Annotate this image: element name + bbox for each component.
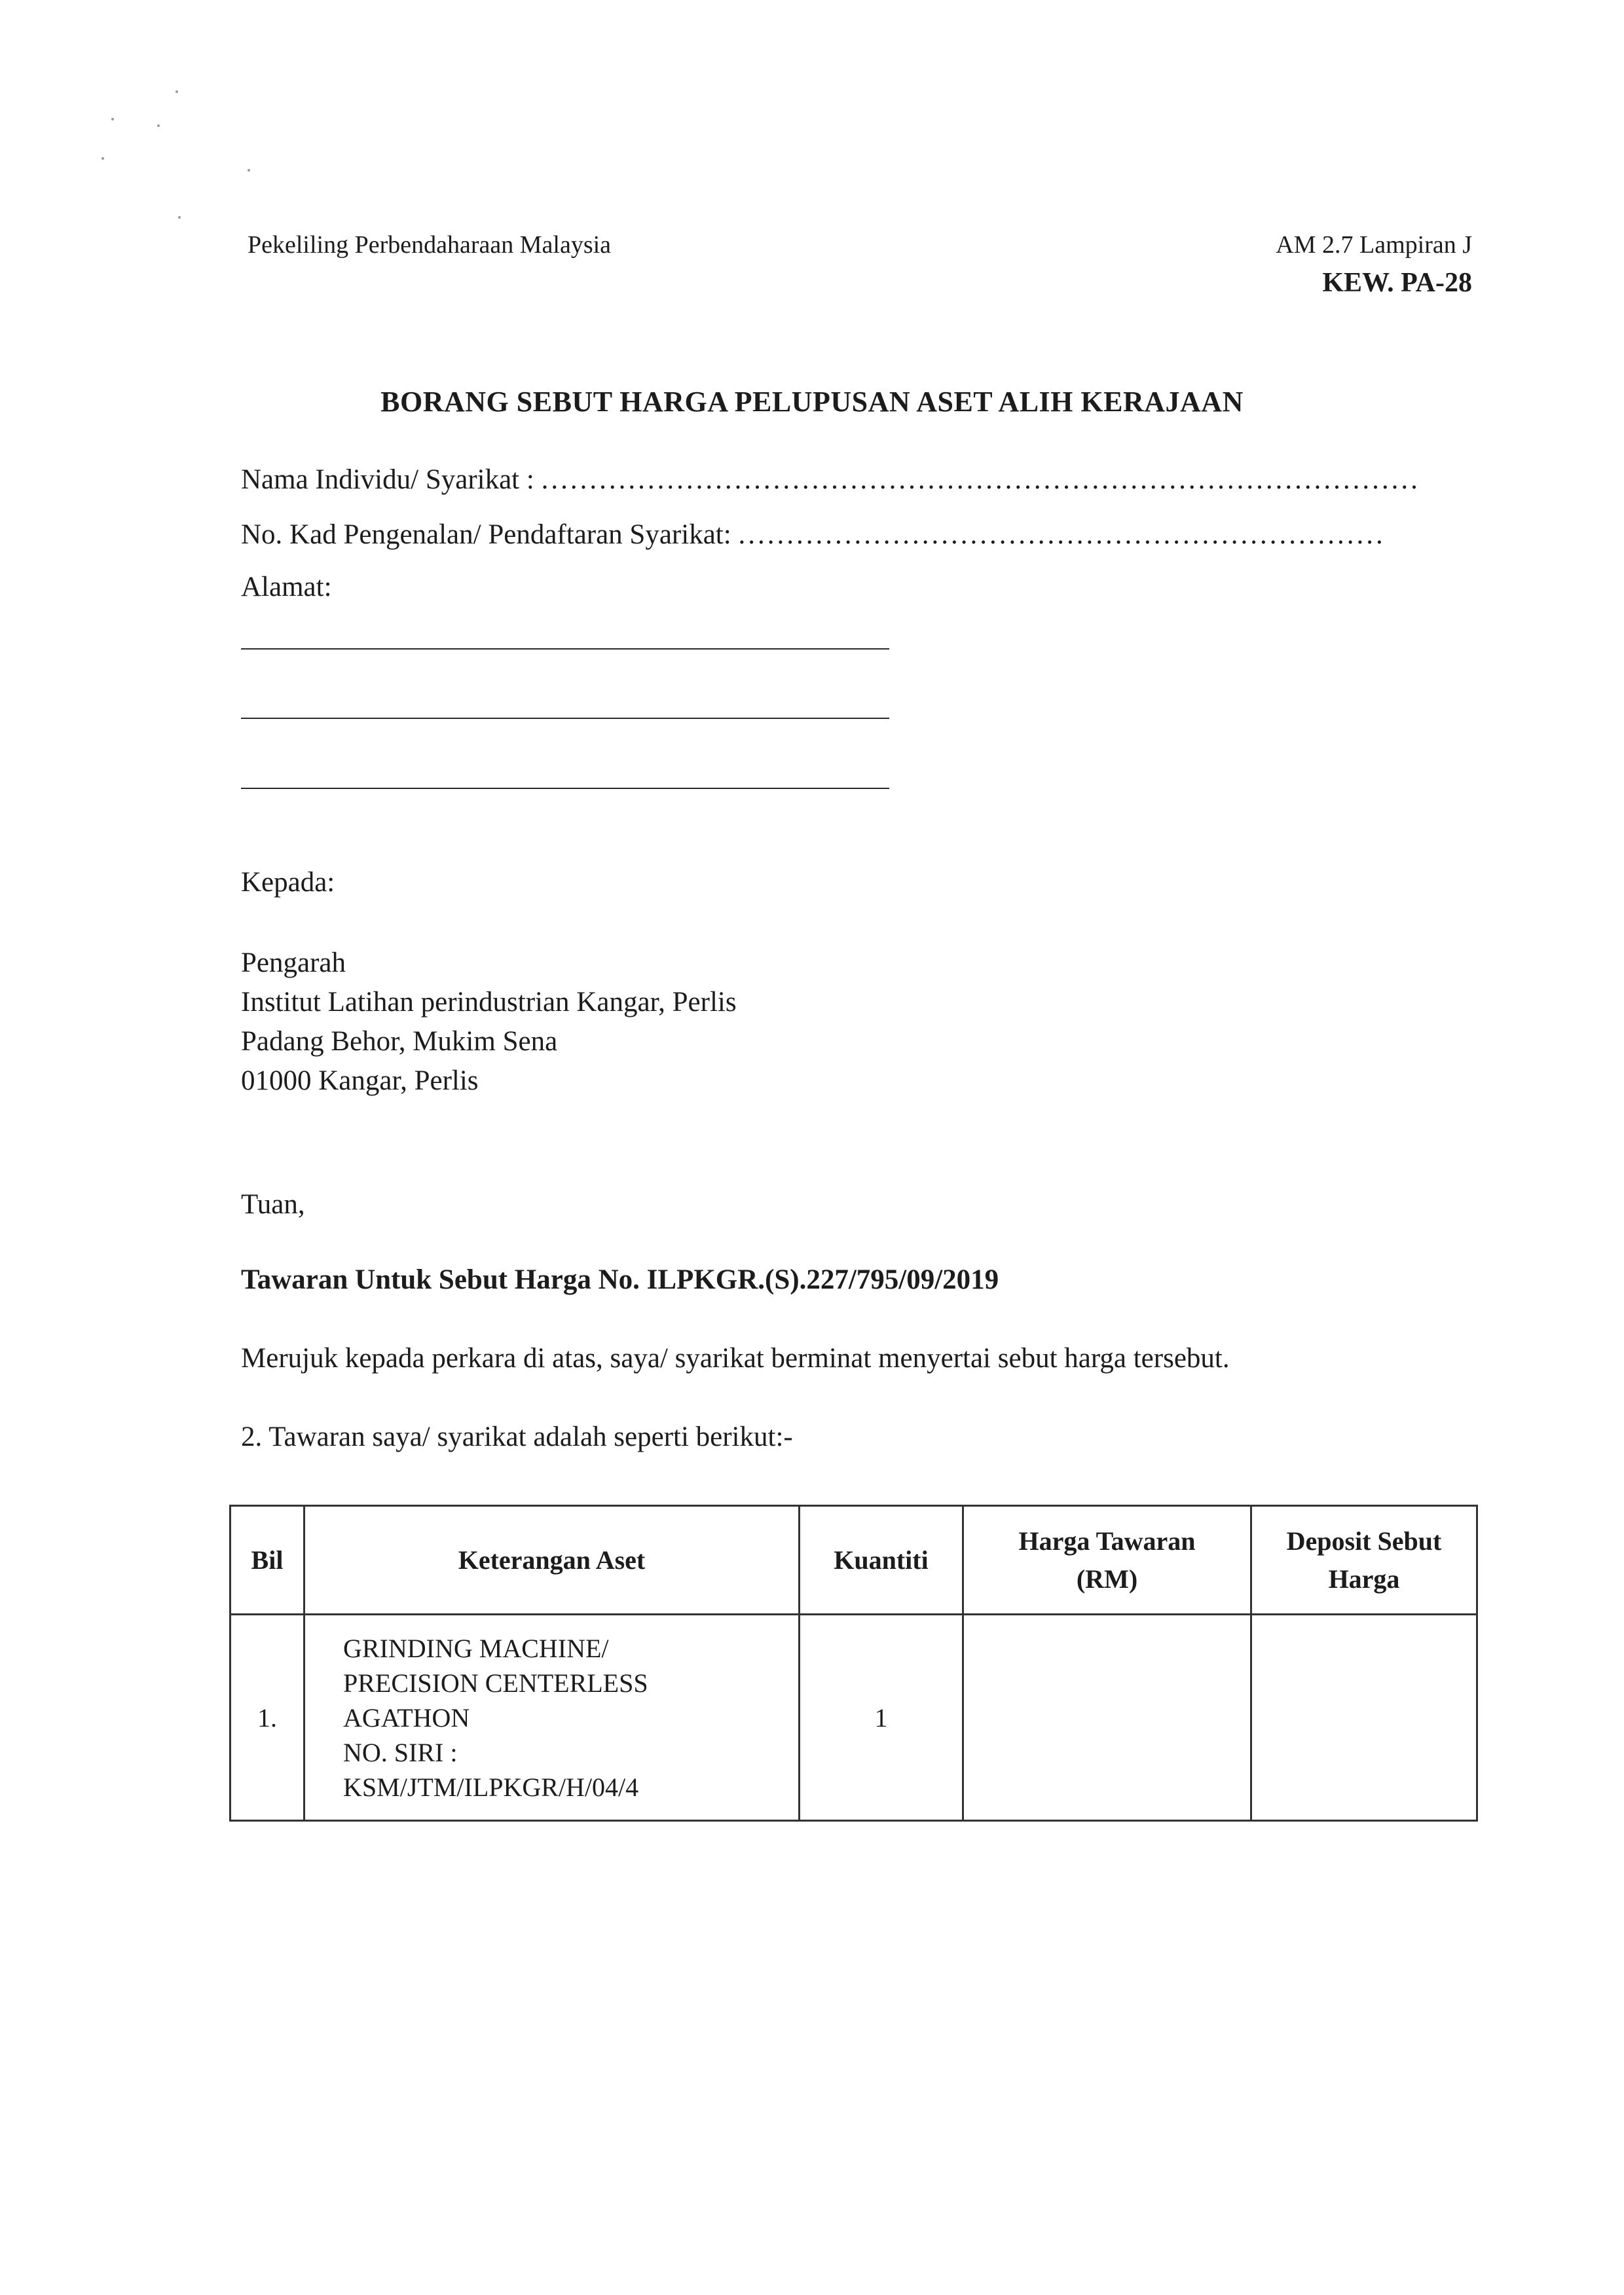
recipient-line-1: Pengarah (241, 947, 346, 978)
address-line-2[interactable] (241, 718, 889, 719)
header-offer-price-line1: Harga Tawaran (1018, 1526, 1196, 1556)
id-field-label: No. Kad Pengenalan/ Pendaftaran Syarikat: (241, 519, 731, 550)
row-offer-price-input[interactable] (963, 1615, 1251, 1821)
document-title: BORANG SEBUT HARGA PELUPUSAN ASET ALIH KERAJAAN (380, 386, 1244, 418)
appendix-reference: AM 2.7 Lampiran J (1276, 231, 1472, 259)
description-line: NO. SIRI : (343, 1737, 458, 1767)
address-line-3[interactable] (241, 788, 889, 789)
header-deposit (1251, 1506, 1477, 1615)
scan-speck (157, 124, 160, 127)
description-line: AGATHON (343, 1702, 470, 1733)
offer-table (229, 1505, 1478, 1822)
header-offer-price-line2: (RM) (1076, 1564, 1138, 1594)
circular-name: Pekeliling Perbendaharaan Malaysia (248, 231, 612, 259)
address-label: Alamat: (241, 572, 332, 602)
recipient-label: Kepada: (241, 867, 335, 898)
header-deposit-line1: Deposit Sebut (1286, 1526, 1442, 1556)
description-line: PRECISION CENTERLESS (343, 1668, 648, 1698)
recipient-line-3: Padang Behor, Mukim Sena (241, 1026, 558, 1057)
form-code: KEW. PA-28 (1322, 268, 1472, 298)
description-line: KSM/JTM/ILPKGR/H/04/4 (343, 1772, 639, 1802)
id-field-row (241, 519, 1386, 551)
row-deposit-input[interactable] (1251, 1615, 1477, 1821)
scan-speck (178, 216, 181, 219)
row-bil: 1. (231, 1615, 304, 1821)
header-deposit-line2: Harga (1328, 1564, 1400, 1594)
address-line-1[interactable] (241, 648, 889, 650)
name-field-blank[interactable]: ........................................................................................... (541, 464, 1420, 495)
subject-line: Tawaran Untuk Sebut Harga No. ILPKGR.(S).227/795/09/2019 (241, 1264, 999, 1295)
table-header-row (231, 1506, 1477, 1615)
scan-speck (111, 118, 114, 120)
name-field-row (241, 464, 1420, 496)
id-field-blank[interactable]: ................................................................... (738, 519, 1386, 550)
row-quantity: 1 (800, 1615, 963, 1821)
header-bil: Bil (231, 1506, 304, 1615)
scan-speck (248, 169, 250, 172)
recipient-line-4: 01000 Kangar, Perlis (241, 1065, 479, 1096)
salutation: Tuan, (241, 1189, 305, 1220)
paragraph-offer: 2. Tawaran saya/ syarikat adalah seperti berikut:- (241, 1422, 793, 1452)
recipient-line-2: Institut Latihan perindustrian Kangar, Perlis (241, 987, 737, 1018)
scan-speck (101, 157, 104, 160)
scan-speck (175, 90, 178, 93)
paragraph-intro: Merujuk kepada perkara di atas, saya/ syarikat berminat menyertai sebut harga tersebut. (241, 1343, 1230, 1374)
table-row (231, 1615, 1477, 1821)
header-description: Keterangan Aset (304, 1506, 800, 1615)
header-offer-price (963, 1506, 1251, 1615)
name-field-label: Nama Individu/ Syarikat : (241, 464, 534, 495)
header-quantity: Kuantiti (800, 1506, 963, 1615)
description-line: GRINDING MACHINE/ (343, 1633, 609, 1663)
row-description (304, 1615, 800, 1821)
